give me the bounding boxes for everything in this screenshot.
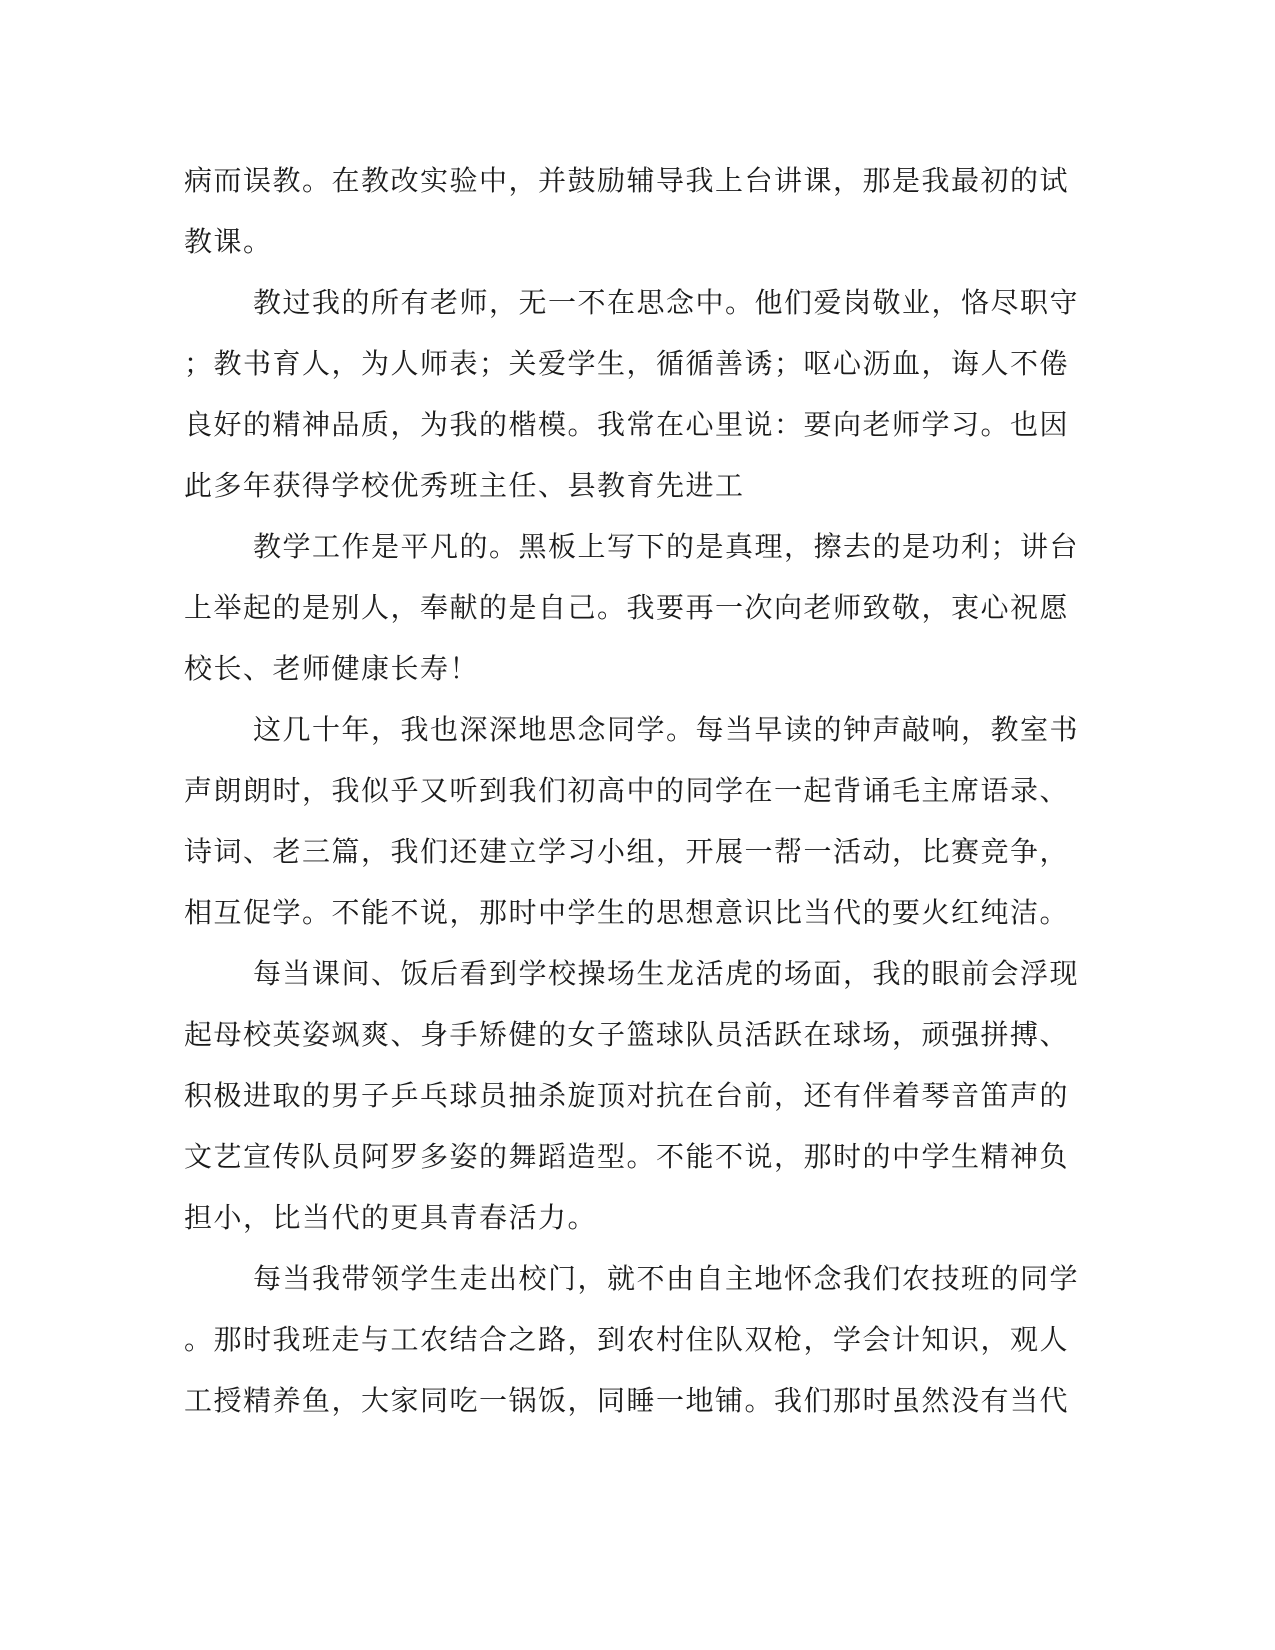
text-line: 上举起的是别人，奉献的是自己。我要再一次向老师致敬，衷心祝愿 (184, 591, 1070, 624)
text-line: 良好的精神品质，为我的楷模。我常在心里说：要向老师学习。也因 (184, 408, 1070, 441)
body-text (184, 160, 1080, 1441)
text-line: 文艺宣传队员阿罗多姿的舞蹈造型。不能不说，那时的中学生精神负 (184, 1140, 1070, 1173)
text-line: 病而误教。在教改实验中，并鼓励辅导我上台讲课，那是我最初的试 (184, 164, 1070, 197)
paragraph-first-line: 每当我带领学生走出校门，就不由自主地怀念我们农技班的同学 (253, 1262, 1080, 1295)
paragraph-first-line: 教学工作是平凡的。黑板上写下的是真理，擦去的是功利；讲台 (253, 530, 1080, 563)
text-line: 相互促学。不能不说，那时中学生的思想意识比当代的要火红纯洁。 (184, 896, 1070, 929)
text-line: 声朗朗时，我似乎又听到我们初高中的同学在一起背诵毛主席语录、 (184, 774, 1070, 807)
text-line: 积极进取的男子乒乓球员抽杀旋顶对抗在台前，还有伴着琴音笛声的 (184, 1079, 1070, 1112)
text-line: 。那时我班走与工农结合之路，到农村住队双枪，学会计知识，观人 (184, 1323, 1070, 1356)
text-line: 担小，比当代的更具青春活力。 (184, 1201, 598, 1234)
text-line: 诗词、老三篇，我们还建立学习小组，开展一帮一活动，比赛竞争， (184, 835, 1070, 868)
paragraph-first-line: 这几十年，我也深深地思念同学。每当早读的钟声敲响，教室书 (253, 713, 1080, 746)
text-line: 此多年获得学校优秀班主任、县教育先进工 (184, 469, 745, 502)
text-line: 校长、老师健康长寿！ (184, 652, 480, 685)
text-line: 教课。 (184, 225, 273, 258)
paragraph-first-line: 每当课间、饭后看到学校操场生龙活虎的场面，我的眼前会浮现 (253, 957, 1080, 990)
text-line: ；教书育人，为人师表；关爱学生，循循善诱；呕心沥血，诲人不倦 (184, 347, 1070, 380)
text-line: 起母校英姿飒爽、身手矫健的女子篮球队员活跃在球场，顽强拼搏、 (184, 1018, 1070, 1051)
paragraph-first-line: 教过我的所有老师，无一不在思念中。他们爱岗敬业，恪尽职守 (253, 286, 1080, 319)
text-line: 工授精养鱼，大家同吃一锅饭，同睡一地铺。我们那时虽然没有当代 (184, 1384, 1070, 1417)
